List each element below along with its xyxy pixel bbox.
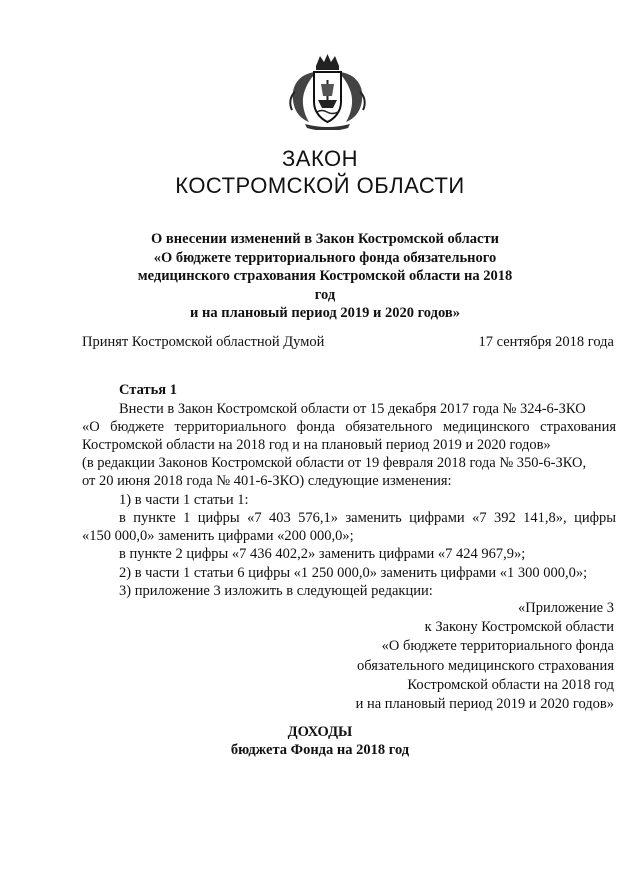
article-line: «О бюджете территориального фонда обязательного медицинского страхования xyxy=(82,419,616,435)
appendix-line: к Закону Костромской области xyxy=(424,619,614,636)
region-title: КОСТРОМСКОЙ ОБЛАСТИ xyxy=(175,173,465,198)
article-line: 3) приложение 3 изложить в следующей редакции: xyxy=(119,583,433,599)
adopted-by: Принят Костромской областной Думой xyxy=(82,334,325,350)
appendix-line: обязательного медицинского страхования xyxy=(357,657,614,674)
coat-of-arms-emblem xyxy=(285,52,370,130)
subject-line: О внесении изменений в Закон Костромской области xyxy=(151,231,499,247)
kostroma-coat-of-arms-icon xyxy=(285,52,370,130)
appendix-line: Костромской области на 2018 год xyxy=(407,676,614,693)
section-title: ДОХОДЫ xyxy=(287,724,353,740)
article-line: 2) в части 1 статьи 6 цифры «1 250 000,0» заменить цифрами «1 300 000,0»; xyxy=(119,565,588,581)
article-line: от 20 июня 2018 года № 401-6-ЗКО) следующие изменения: xyxy=(82,473,452,489)
subject-line: и на плановый период 2019 и 2020 годов» xyxy=(190,305,460,321)
article-line: в пункте 2 цифры «7 436 402,2» заменить цифрами «7 424 967,9»; xyxy=(119,546,526,562)
section-subtitle: бюджета Фонда на 2018 год xyxy=(230,742,410,758)
article-line: «150 000,0» заменить цифрами «200 000,0»; xyxy=(82,528,354,544)
article-line: в пункте 1 цифры «7 403 576,1» заменить цифрами «7 392 141,8», цифры xyxy=(119,510,616,526)
subject-line: «О бюджете территориального фонда обязательного xyxy=(153,249,497,266)
appendix-line: «Приложение 3 xyxy=(518,600,614,616)
law-subject xyxy=(130,230,520,323)
article-line: (в редакции Законов Костромской области от 19 февраля 2018 года № 350-6-ЗКО, xyxy=(82,455,587,471)
law-title: ЗАКОН xyxy=(281,146,359,171)
subject-line: медицинского страхования Костромской области на 2018 год xyxy=(137,268,513,303)
appendix-line: «О бюджете территориального фонда xyxy=(381,638,614,655)
adopted-date: 17 сентября 2018 года xyxy=(478,334,614,350)
article-line: 1) в части 1 статьи 1: xyxy=(119,492,249,508)
article-line: Костромской области на 2018 год и на плановый период 2019 и 2020 годов» xyxy=(82,437,551,453)
appendix-line: и на плановый период 2019 и 2020 годов» xyxy=(355,696,614,713)
article-line: Внести в Закон Костромской области от 15 декабря 2017 года № 324-6-ЗКО xyxy=(119,401,586,417)
article-heading: Статья 1 xyxy=(119,382,177,398)
appendix-header xyxy=(356,599,614,714)
